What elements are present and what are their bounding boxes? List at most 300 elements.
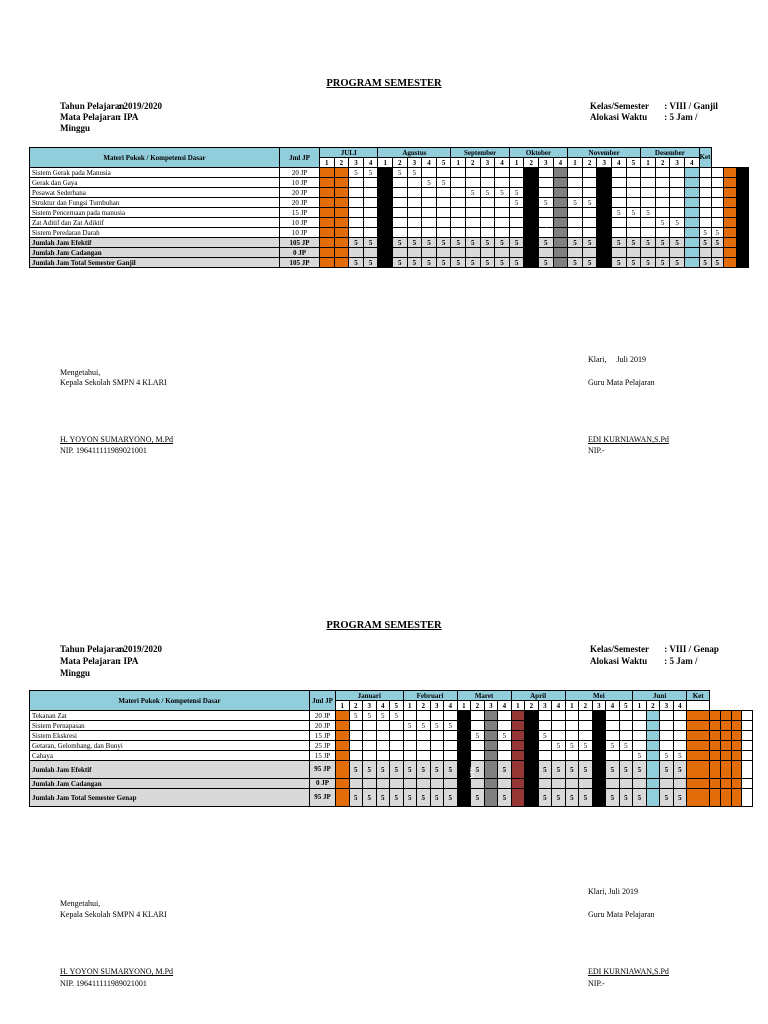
- ket-cell: [687, 761, 710, 779]
- week-cell: 5: [565, 741, 579, 751]
- week-number: 3: [407, 158, 422, 168]
- week-cell: [641, 188, 656, 198]
- week-marker-cell: [320, 248, 335, 258]
- ket-cell: [742, 721, 753, 731]
- week-cell: [392, 248, 407, 258]
- week-cell: 5: [403, 761, 417, 779]
- week-number: 3: [480, 158, 495, 168]
- week-cell: 5: [436, 258, 451, 268]
- week-number: 5: [390, 701, 404, 711]
- week-cell: [466, 218, 481, 228]
- week-cell: 5: [444, 789, 458, 807]
- week-marker-cell: [336, 721, 350, 731]
- jp-cell: 10 JP: [280, 218, 320, 228]
- week-cell: 5: [660, 751, 674, 761]
- mapel-value: : IPA: [118, 112, 139, 122]
- guru-name-text: EDI KURNIAWAN,S.Pd: [588, 435, 669, 444]
- ket-cell: [724, 248, 736, 258]
- ket-cell: 5: [699, 238, 711, 248]
- ket-cell: [710, 789, 721, 807]
- week-marker-cell: [334, 178, 349, 188]
- kepsek-name-text: H. YOYON SUMARYONO, M.Pd: [60, 967, 174, 976]
- week-cell: [451, 198, 466, 208]
- week-cell: 5: [498, 789, 512, 807]
- week-number: 3: [538, 701, 552, 711]
- week-cell: [552, 779, 566, 789]
- tahun-pelajaran: [60, 644, 162, 655]
- ket-cell: [731, 711, 742, 721]
- week-marker-cell: [684, 188, 699, 198]
- week-cell: 5: [363, 238, 378, 248]
- week-marker-cell: [378, 238, 393, 248]
- week-cell: [565, 711, 579, 721]
- week-marker-cell: [511, 711, 525, 721]
- ket-cell: [687, 741, 710, 751]
- week-marker-cell: [457, 731, 471, 741]
- tahun-pelajaran: [60, 101, 162, 112]
- ket-cell: [724, 168, 736, 178]
- week-cell: [363, 218, 378, 228]
- materi-cell: Zat Aditif dan Zat Adiktif: [30, 218, 280, 228]
- week-cell: [612, 248, 627, 258]
- week-cell: 5: [606, 741, 620, 751]
- week-cell: 5: [498, 761, 512, 779]
- ket-cell: [711, 208, 723, 218]
- week-cell: 5: [480, 188, 495, 198]
- week-cell: 5: [376, 711, 390, 721]
- week-cell: [612, 178, 627, 188]
- week-marker-cell: [457, 741, 471, 751]
- week-cell: [565, 751, 579, 761]
- col-jp-header: Jml JP: [280, 148, 320, 168]
- guru-title: Guru Mata Pelajaran: [588, 378, 655, 387]
- week-cell: 5: [363, 711, 377, 721]
- ket-cell: [710, 779, 721, 789]
- week-cell: [582, 228, 597, 238]
- jp-cell: 25 JP: [310, 741, 336, 751]
- week-cell: 5: [509, 188, 524, 198]
- ket-cell: [736, 228, 749, 238]
- week-cell: [606, 721, 620, 731]
- week-marker-cell: [524, 218, 539, 228]
- week-cell: 5: [471, 761, 485, 779]
- kelas-value: : VIII / Genap: [664, 644, 719, 654]
- week-marker-cell: [646, 721, 660, 731]
- summary-jp: 0 JP: [310, 779, 336, 789]
- ket-cell: [724, 208, 736, 218]
- week-cell: 5: [582, 238, 597, 248]
- week-marker-cell: [320, 208, 335, 218]
- week-marker-cell: [336, 789, 350, 807]
- jp-cell: 20 JP: [280, 198, 320, 208]
- week-cell: [407, 198, 422, 208]
- month-header: Desember: [641, 148, 699, 158]
- uts-label: UTS: [546, 224, 552, 236]
- ket-cell: [742, 761, 753, 779]
- week-cell: [417, 779, 431, 789]
- week-cell: [466, 178, 481, 188]
- ket-cell: [720, 731, 731, 741]
- week-marker-cell: [524, 198, 539, 208]
- week-number: 1: [403, 701, 417, 711]
- week-cell: [480, 248, 495, 258]
- week-cell: [436, 188, 451, 198]
- ket-cell: [710, 751, 721, 761]
- week-number: 4: [606, 701, 620, 711]
- week-marker-cell: [511, 751, 525, 761]
- materi-cell: Tekanan Zat: [30, 711, 310, 721]
- week-cell: 5: [606, 761, 620, 779]
- week-cell: [390, 779, 404, 789]
- week-cell: [633, 731, 647, 741]
- week-cell: 5: [495, 238, 510, 248]
- week-cell: [417, 711, 431, 721]
- week-cell: [538, 779, 552, 789]
- ket-cell: [724, 218, 736, 228]
- week-cell: [403, 779, 417, 789]
- week-marker-cell: [597, 258, 612, 268]
- week-cell: [633, 741, 647, 751]
- month-header: Maret: [457, 691, 511, 701]
- ket-cell: [687, 701, 710, 711]
- week-cell: [626, 198, 641, 208]
- week-cell: 5: [539, 258, 554, 268]
- week-marker-cell: [597, 238, 612, 248]
- ket-cell: [699, 168, 711, 178]
- week-marker-cell: [525, 789, 539, 807]
- week-marker-cell: [553, 178, 568, 188]
- week-cell: [376, 741, 390, 751]
- week-cell: 5: [655, 218, 670, 228]
- week-marker-cell: [511, 721, 525, 731]
- week-cell: 5: [422, 258, 437, 268]
- month-header: Mei: [565, 691, 633, 701]
- week-marker-cell: [334, 248, 349, 258]
- schedule-table-ganjil: [29, 147, 749, 268]
- ket-cell: 5: [711, 258, 723, 268]
- week-cell: [633, 711, 647, 721]
- week-cell: [403, 731, 417, 741]
- week-cell: [579, 779, 593, 789]
- table-row: [30, 218, 749, 228]
- week-cell: [509, 218, 524, 228]
- week-cell: 5: [655, 238, 670, 248]
- week-cell: 5: [466, 238, 481, 248]
- week-marker-cell: [336, 731, 350, 741]
- week-cell: [655, 178, 670, 188]
- week-cell: [436, 228, 451, 238]
- week-cell: [633, 779, 647, 789]
- week-cell: 5: [538, 761, 552, 779]
- week-marker-cell: [320, 168, 335, 178]
- week-cell: [619, 711, 633, 721]
- week-marker-cell: [524, 188, 539, 198]
- week-cell: [430, 779, 444, 789]
- col-ket-header: Ket: [699, 148, 711, 168]
- week-cell: 5: [641, 208, 656, 218]
- week-cell: [451, 218, 466, 228]
- week-cell: 5: [509, 198, 524, 208]
- week-marker-cell: [597, 208, 612, 218]
- week-cell: [539, 188, 554, 198]
- week-cell: [498, 711, 512, 721]
- month-header: April: [511, 691, 565, 701]
- week-cell: [349, 741, 363, 751]
- week-cell: [626, 188, 641, 198]
- week-marker-cell: [378, 198, 393, 208]
- week-cell: 5: [626, 258, 641, 268]
- week-cell: [660, 741, 674, 751]
- week-cell: 5: [480, 238, 495, 248]
- jp-cell: 10 JP: [280, 228, 320, 238]
- week-marker-cell: [484, 789, 498, 807]
- week-cell: [612, 228, 627, 238]
- week-cell: [539, 248, 554, 258]
- week-cell: [655, 198, 670, 208]
- week-marker-cell: [684, 218, 699, 228]
- week-cell: [436, 198, 451, 208]
- week-marker-cell: [553, 218, 568, 228]
- ket-cell: 5: [711, 228, 723, 238]
- week-cell: [670, 198, 685, 208]
- week-cell: 5: [565, 789, 579, 807]
- week-number: 2: [655, 158, 670, 168]
- week-cell: [498, 751, 512, 761]
- week-marker-cell: [553, 198, 568, 208]
- week-cell: [417, 741, 431, 751]
- week-marker-cell: [592, 779, 606, 789]
- week-cell: 5: [349, 711, 363, 721]
- ket-cell: [711, 178, 723, 188]
- week-cell: [451, 178, 466, 188]
- kelas-value: : VIII / Ganjil: [664, 101, 718, 111]
- kelas-semester: [590, 101, 718, 112]
- summary-row: [30, 248, 749, 258]
- month-header: November: [568, 148, 641, 158]
- week-cell: 5: [392, 168, 407, 178]
- ket-cell: [731, 721, 742, 731]
- week-cell: [376, 731, 390, 741]
- ket-cell: [699, 208, 711, 218]
- week-marker-cell: [597, 198, 612, 208]
- summary-label: Jumlah Jam Cadangan: [30, 779, 310, 789]
- week-cell: 5: [390, 789, 404, 807]
- week-cell: 5: [633, 761, 647, 779]
- week-number: 1: [511, 701, 525, 711]
- mapel-value: : IPA: [118, 656, 139, 666]
- week-cell: 5: [417, 789, 431, 807]
- semester-genap-section: [0, 512, 768, 1024]
- week-cell: [538, 751, 552, 761]
- week-marker-cell: [484, 711, 498, 721]
- ket-cell: [736, 238, 749, 248]
- week-cell: [495, 208, 510, 218]
- week-cell: [480, 168, 495, 178]
- week-marker-cell: [457, 761, 471, 779]
- week-number: 3: [539, 158, 554, 168]
- week-cell: [480, 218, 495, 228]
- week-cell: [641, 228, 656, 238]
- week-marker-cell: [553, 208, 568, 218]
- week-cell: 5: [363, 789, 377, 807]
- materi-cell: Sistem Gerak pada Manusia: [30, 168, 280, 178]
- ket-cell: [736, 168, 749, 178]
- week-number: 3: [484, 701, 498, 711]
- week-number: 1: [320, 158, 335, 168]
- materi-cell: Sistem Pernapasan: [30, 721, 310, 731]
- header-row-months: [30, 148, 749, 158]
- week-marker-cell: [484, 779, 498, 789]
- jp-cell: 20 JP: [280, 168, 320, 178]
- minggu-label: Minggu: [60, 668, 91, 678]
- week-cell: [349, 218, 364, 228]
- place-date: Klari, Juli 2019: [588, 887, 638, 896]
- week-cell: [407, 208, 422, 218]
- week-cell: 5: [363, 258, 378, 268]
- week-cell: [422, 168, 437, 178]
- week-number: 1: [457, 701, 471, 711]
- week-cell: 5: [466, 188, 481, 198]
- week-cell: [655, 168, 670, 178]
- ket-cell: 5: [711, 238, 723, 248]
- week-number: 4: [363, 158, 378, 168]
- week-cell: [422, 188, 437, 198]
- week-cell: 5: [349, 168, 364, 178]
- week-number: 4: [673, 701, 687, 711]
- week-cell: 5: [582, 258, 597, 268]
- ket-cell: [724, 188, 736, 198]
- week-cell: [444, 779, 458, 789]
- ket-cell: [736, 188, 749, 198]
- week-number: 4: [612, 158, 627, 168]
- week-cell: 5: [349, 238, 364, 248]
- week-cell: 5: [390, 761, 404, 779]
- month-header: Januari: [336, 691, 404, 701]
- ket-cell: [710, 741, 721, 751]
- ket-cell: [710, 721, 721, 731]
- week-cell: [376, 751, 390, 761]
- week-cell: [509, 248, 524, 258]
- week-cell: [451, 208, 466, 218]
- alokasi-label: Alokasi Waktu: [590, 656, 648, 666]
- week-cell: 5: [612, 238, 627, 248]
- mengetahui-text: Mengetahui,: [60, 368, 101, 377]
- jp-cell: 15 JP: [280, 208, 320, 218]
- week-cell: [509, 168, 524, 178]
- materi-cell: Gerak dan Gaya: [30, 178, 280, 188]
- week-number: 1: [378, 158, 393, 168]
- ket-cell: [720, 741, 731, 751]
- week-cell: 5: [552, 741, 566, 751]
- week-number: 1: [509, 158, 524, 168]
- week-cell: [641, 168, 656, 178]
- table-row: [30, 168, 749, 178]
- week-cell: [612, 188, 627, 198]
- week-cell: 5: [579, 741, 593, 751]
- week-marker-cell: [646, 741, 660, 751]
- week-cell: [498, 779, 512, 789]
- week-cell: [480, 208, 495, 218]
- week-cell: [660, 779, 674, 789]
- week-cell: [673, 731, 687, 741]
- week-cell: 5: [349, 258, 364, 268]
- week-cell: 5: [349, 789, 363, 807]
- week-cell: 5: [407, 258, 422, 268]
- week-cell: [430, 751, 444, 761]
- week-cell: 5: [538, 731, 552, 741]
- table-row: [30, 198, 749, 208]
- week-marker-cell: [378, 188, 393, 198]
- week-cell: [349, 208, 364, 218]
- summary-row: [30, 761, 753, 779]
- ket-cell: [731, 731, 742, 741]
- mata-pelajaran: [60, 656, 138, 667]
- week-marker-cell: [592, 761, 606, 779]
- summary-label: Jumlah Jam Efektif: [30, 761, 310, 779]
- week-cell: [417, 731, 431, 741]
- jp-cell: 20 JP: [310, 721, 336, 731]
- ket-cell: [731, 779, 742, 789]
- week-marker-cell: [320, 258, 335, 268]
- week-number: 1: [336, 701, 350, 711]
- week-cell: [582, 248, 597, 258]
- week-cell: [407, 228, 422, 238]
- mengetahui-text: Mengetahui,: [60, 899, 101, 908]
- kelas-label: Kelas/Semester: [590, 644, 649, 654]
- week-cell: [451, 168, 466, 178]
- week-marker-cell: [684, 168, 699, 178]
- week-cell: 5: [626, 238, 641, 248]
- week-cell: [626, 178, 641, 188]
- week-cell: [444, 731, 458, 741]
- week-cell: 5: [349, 761, 363, 779]
- week-cell: [390, 751, 404, 761]
- week-cell: 5: [495, 258, 510, 268]
- week-cell: [436, 218, 451, 228]
- guru-name: [588, 966, 669, 977]
- week-cell: 5: [626, 208, 641, 218]
- week-marker-cell: [525, 711, 539, 721]
- week-marker-cell: [646, 761, 660, 779]
- week-cell: 5: [376, 761, 390, 779]
- week-marker-cell: [597, 178, 612, 188]
- week-cell: [606, 779, 620, 789]
- week-cell: [466, 168, 481, 178]
- ket-cell: [711, 168, 723, 178]
- alokasi-value: : 5 Jam /: [664, 112, 698, 122]
- week-cell: [565, 779, 579, 789]
- week-cell: 5: [417, 721, 431, 731]
- week-marker-cell: [334, 238, 349, 248]
- week-cell: [660, 731, 674, 741]
- week-cell: [568, 188, 583, 198]
- page-title: PROGRAM SEMESTER: [326, 78, 442, 89]
- week-cell: [392, 178, 407, 188]
- week-cell: 5: [436, 178, 451, 188]
- materi-cell: Cahaya: [30, 751, 310, 761]
- place-date: Klari, Juli 2019: [588, 355, 646, 364]
- week-number: 1: [451, 158, 466, 168]
- week-cell: [641, 248, 656, 258]
- week-marker-cell: [553, 258, 568, 268]
- week-marker-cell: [684, 238, 699, 248]
- week-cell: 5: [641, 238, 656, 248]
- kelas-semester: [590, 644, 719, 655]
- week-cell: [480, 178, 495, 188]
- week-cell: [612, 198, 627, 208]
- week-marker-cell: [525, 751, 539, 761]
- week-cell: 5: [430, 789, 444, 807]
